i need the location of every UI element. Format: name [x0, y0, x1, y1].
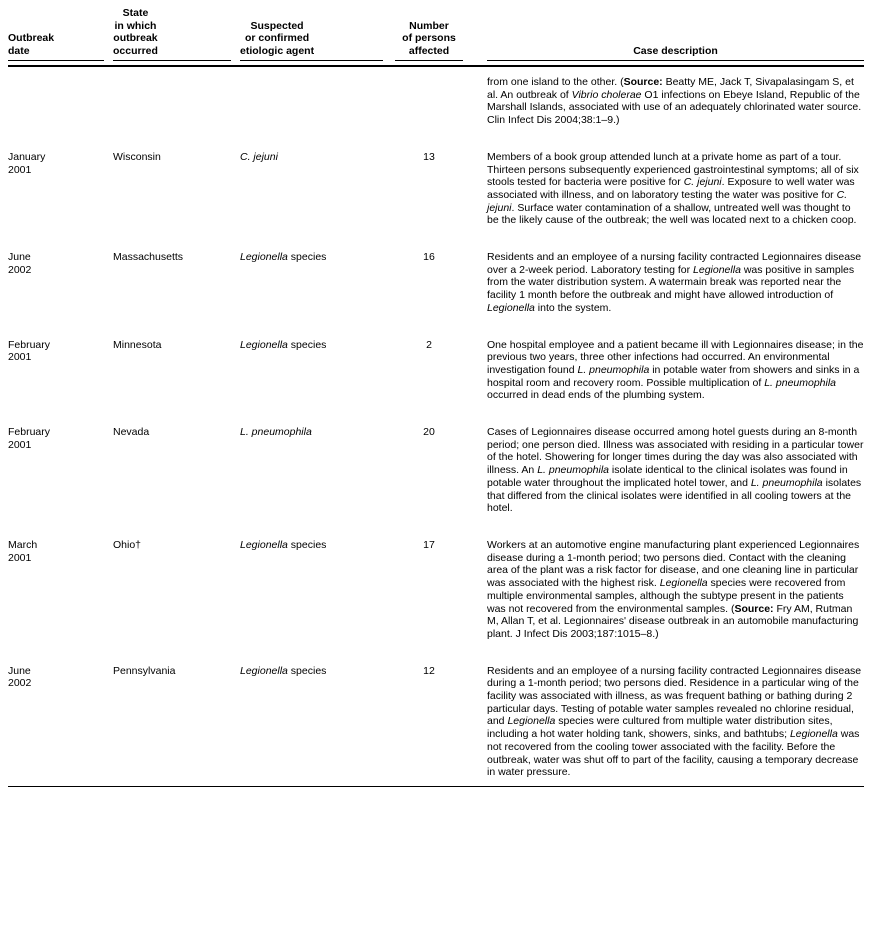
- cell-state: Pennsylvania: [113, 664, 176, 677]
- text-segment: species: [287, 251, 327, 264]
- italic-text-segment: Legionella: [789, 728, 838, 741]
- cell-state: Nevada: [113, 426, 150, 439]
- cell-state: [113, 76, 240, 127]
- cell-persons-affected: 12: [423, 664, 435, 677]
- cell-etiologic-agent: [240, 251, 395, 315]
- text-segment: Workers at an automotive engine manufacturing plant experienced Legionnaires disease during a 1-month period; two persons died. Contact with the cleaning area of the plant was a risk factor for disease, and one cleaning line in particular was associated with the highest risk.: [487, 538, 860, 590]
- italic-text-segment: Vibrio cholerae: [571, 88, 642, 101]
- cell-state: Minnesota: [113, 338, 162, 351]
- text-segment: Members of a book group attended lunch at a private home as part of a tour. Thirteen persons subsequently experienced gastrointestinal symptoms; all of six stools tested for bacteria were positive for: [487, 150, 859, 189]
- text-segment: in potable water from showers and sinks in a hospital room and recovery room. Possible multiplication of: [487, 363, 860, 389]
- column-header-description: [487, 7, 864, 61]
- cell-case-description: [487, 251, 864, 315]
- text-segment: species: [287, 664, 327, 677]
- italic-text-segment: Legionella: [240, 664, 288, 677]
- cell-outbreak-date: January 2001: [8, 150, 46, 176]
- italic-text-segment: L. pneumophila: [750, 476, 823, 489]
- cell-outbreak-date: June 2002: [8, 251, 32, 276]
- cell-case-description: [487, 665, 864, 779]
- cell-persons-affected: 2: [426, 338, 432, 351]
- column-header-number: [395, 7, 487, 61]
- table-row: [8, 426, 864, 515]
- column-header-label: Case description: [633, 44, 718, 57]
- text-segment: species were cultured from multiple water distribution sites, including a hot water holding tank, showers, sinks, and bathtubs;: [487, 715, 833, 741]
- cell-case-description: [487, 151, 864, 227]
- table-row: [8, 665, 864, 779]
- cell-outbreak-date: February 2001: [8, 338, 51, 364]
- cell-outbreak-date: [8, 76, 113, 127]
- column-header-underline: [487, 45, 864, 62]
- italic-text-segment: Legionella: [693, 263, 741, 276]
- bold-text-segment: Source:: [623, 76, 663, 88]
- text-segment: into the system.: [534, 301, 612, 314]
- text-segment: . Surface water contamination of a shallow, untreated well was thought to be the likely cause of the outbreak; the well was located next to a chicken coop.: [487, 201, 857, 227]
- italic-text-segment: Legionella: [240, 538, 288, 551]
- text-segment: O1 infections on Ebeye Island, Republic of the Marshall Islands, associated with use of an adequately chlorinated water source. Clin Infect Dis 2004;38:1–9.): [487, 88, 862, 127]
- cell-outbreak-date: March 2001: [8, 538, 38, 564]
- text-segment: species: [287, 538, 327, 551]
- cell-etiologic-agent: [240, 339, 395, 403]
- cell-persons-affected: [395, 76, 487, 127]
- header-rule: [8, 65, 864, 67]
- column-header-label: Suspected or confirmed etiologic agent: [240, 19, 315, 57]
- text-segment: isolates that differed from the clinical isolates were identified in all cooling towers at the hotel.: [487, 476, 862, 515]
- column-header-label: State in which outbreak occurred: [113, 7, 158, 57]
- text-segment: species: [287, 338, 327, 351]
- cell-outbreak-date: June 2002: [8, 664, 32, 690]
- text-segment: Residents and an employee of a nursing facility contracted Legionnaires disease during a 1-month period; two persons died. Residence in a particular wing of the facility was associated with illness, as was frequent bathing or bathing during 2 particular days. Testing of potable water samples revealed no chlorine residual, and: [487, 664, 862, 728]
- column-header-agent: [240, 7, 395, 61]
- column-header-date: [8, 7, 113, 61]
- text-segment: occurred in dead ends of the plumbing system.: [487, 389, 705, 402]
- cell-etiologic-agent: [240, 426, 395, 515]
- italic-text-segment: L. pneumophila: [577, 363, 650, 376]
- cell-case-description: [487, 539, 864, 641]
- column-header-underline: [240, 20, 383, 62]
- italic-text-segment: L. pneumophila: [537, 464, 610, 477]
- column-header-label: Outbreak date: [8, 32, 55, 57]
- text-segment: . Exposure to well water was associated with illness, and on laboratory testing the water was positive for: [487, 176, 855, 201]
- italic-text-segment: C. jejuni: [683, 176, 722, 189]
- italic-text-segment: C. jejuni: [240, 150, 278, 163]
- text-segment: from one island to the other. (: [487, 76, 624, 88]
- table-row: [8, 76, 864, 127]
- text-segment: was positive in samples from the water distribution system. A watermain break was reported near the facility 1 month before the outbreak and might have allowed introduction of: [487, 263, 855, 302]
- table-bottom-rule: [8, 786, 864, 787]
- text-segment: Fry AM, Rutman M, Allan T, et al. Legionnaires' disease outbreak in an automobile manufacturing plant. J Infect Dis 2003;187:1015–8.): [487, 602, 859, 640]
- table-row: [8, 251, 864, 315]
- cell-state: Ohio†: [113, 538, 142, 551]
- text-segment: Residents and an employee of a nursing facility contracted Legionnaires disease over a 2-week period. Laboratory testing for: [487, 251, 862, 276]
- cell-persons-affected: 17: [423, 538, 435, 551]
- cell-etiologic-agent: [240, 665, 395, 779]
- text-segment: isolate identical to the clinical isolates was found in potable water throughout the implicated hotel tower, and: [487, 464, 848, 489]
- cell-case-description: [487, 426, 864, 515]
- text-segment: One hospital employee and a patient became ill with Legionnaires disease; in the previous two years, three other infections had occurred. An environmental investigation found: [487, 338, 864, 376]
- cell-persons-affected: 16: [423, 251, 435, 264]
- cell-persons-affected: 20: [423, 426, 435, 439]
- italic-text-segment: L. pneumophila: [240, 426, 312, 439]
- italic-text-segment: Legionella: [507, 715, 556, 728]
- cell-case-description: [487, 76, 864, 127]
- column-header-underline: [113, 7, 231, 61]
- column-header-underline: [8, 32, 104, 61]
- text-segment: Beatty ME, Jack T, Sivapalasingam S, et al. An outbreak of: [487, 76, 854, 101]
- italic-text-segment: C. jejuni: [487, 188, 848, 214]
- italic-text-segment: Legionella: [240, 338, 288, 351]
- column-header-label: Number of persons affected: [402, 19, 456, 57]
- cell-state: Massachusetts: [113, 251, 184, 264]
- italic-text-segment: Legionella: [659, 577, 708, 590]
- text-segment: Cases of Legionnaires disease occurred among hotel guests during an 8-month period; one person died. Illness was associated with residing in a particular tower of the hotel. Showering for longer times during the day was also associated with illness. An: [487, 426, 864, 477]
- table-row: [8, 151, 864, 227]
- table-row: [8, 339, 864, 403]
- cell-outbreak-date: February 2001: [8, 426, 51, 451]
- cell-state: Wisconsin: [113, 150, 161, 163]
- cell-etiologic-agent: [240, 539, 395, 641]
- table-header: [8, 7, 864, 61]
- cell-persons-affected: 13: [423, 150, 435, 163]
- table-row: [8, 539, 864, 641]
- italic-text-segment: L. pneumophila: [764, 376, 837, 389]
- column-header-underline: [395, 20, 463, 62]
- bold-text-segment: Source:: [734, 602, 774, 615]
- table-body: [8, 76, 864, 779]
- cell-etiologic-agent: [240, 76, 395, 127]
- cell-case-description: [487, 339, 864, 403]
- text-segment: species were recovered from multiple environmental samples, although the subtype present in the patients was not recovered from the environmental samples. (: [487, 577, 846, 615]
- cell-etiologic-agent: [240, 151, 395, 227]
- column-header-state: [113, 7, 240, 61]
- italic-text-segment: Legionella: [240, 251, 288, 264]
- text-segment: was not recovered from the cooling tower associated with the facility. Before the outbreak, water was shut off to part of the facility, causing a temporary decrease in water pressure.: [487, 728, 860, 779]
- italic-text-segment: Legionella: [487, 301, 535, 314]
